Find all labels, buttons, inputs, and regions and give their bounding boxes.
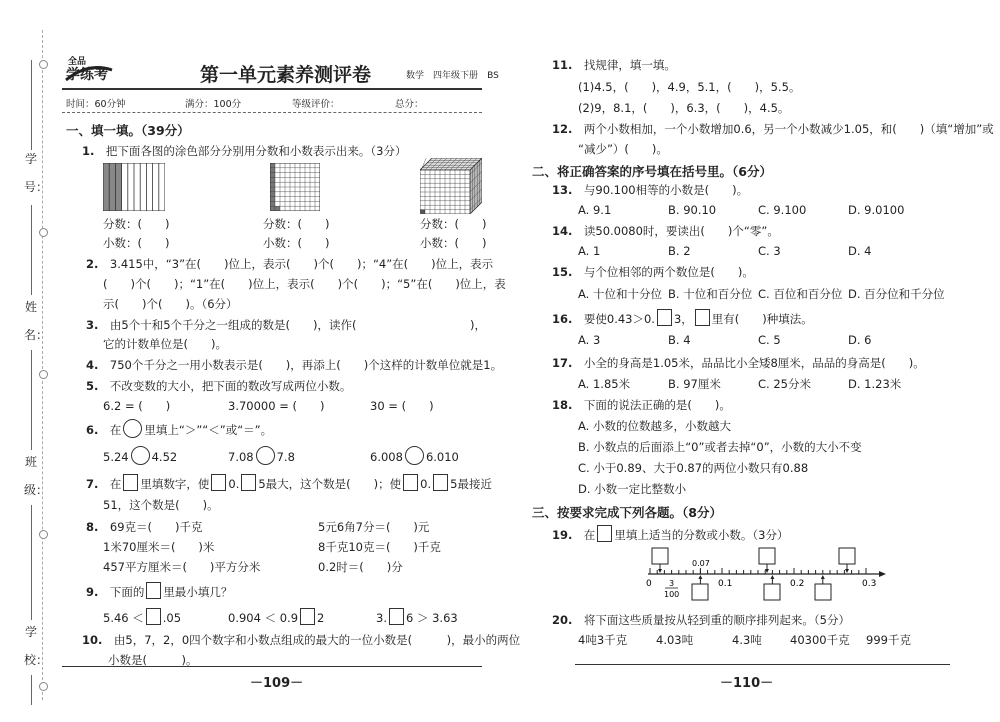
blank-box[interactable] [241,474,256,491]
q14-option-a[interactable]: A. 1 [578,244,601,258]
question-2-line-3: 示( )个( )。（6分） [103,297,238,311]
number-line [630,546,890,607]
answer-box[interactable] [146,608,161,625]
question-3: 3. 由5个十和5个千分之一组成的数是( )，读作( [86,318,357,332]
name-label: 姓 名： [24,300,49,342]
class-label: 班 级： [24,455,49,497]
svg-text:0.07: 0.07 [692,559,710,568]
q1-decimal-3[interactable]: 小数：( ) [420,236,487,250]
binding-hole [39,228,48,237]
blank-box[interactable] [403,474,418,491]
svg-text:0.3: 0.3 [862,579,877,589]
svg-text:3: 3 [669,579,675,588]
question-11: 11. 找规律，填一填。 [552,58,676,72]
q16-option-c[interactable]: C. 5 [758,333,781,347]
question-10-line-2: 小数是( )。 [108,653,198,667]
compare-circle[interactable] [405,446,424,465]
blank-box [123,474,138,491]
q15-option-c[interactable]: C. 百位和百分位 [758,287,843,301]
q18-option-b[interactable]: B. 小数点的后面添上“0”或者去掉“0”，小数的大小不变 [578,440,862,454]
question-16: 16. 要使0.43＞0. 3， 里有( )种填法。 [552,309,813,327]
page-number-right: －110－ [720,676,774,691]
question-3-paren: )， [470,318,486,332]
q15-option-b[interactable]: B. 十位和百分位 [668,287,753,301]
section-1-heading: 一、填一填。（39分） [66,123,190,138]
question-9: 9. 下面的 里最小填几？ [86,582,232,600]
q8-item-c[interactable]: 1米70厘米＝( )米 [103,540,215,554]
q20-item-2: 4.03吨 [656,633,694,647]
level-info: 等级评价： [292,99,340,110]
section-2-heading: 二、将正确答案的序号填在括号里。（6分） [532,164,772,179]
question-7-line-2: 51，这个数是( )。 [103,498,219,512]
blank-box[interactable] [211,474,226,491]
question-5: 5. 不改变数的大小，把下面的数改写成两位小数。 [86,379,352,393]
q20-item-5: 999千克 [866,633,911,647]
q16-option-b[interactable]: B. 4 [668,333,691,347]
svg-text:100: 100 [664,590,680,599]
q11-sequence-2[interactable]: (2)9，8.1，( )，6.3，( )，4.5。 [578,101,790,115]
q13-option-d[interactable]: D. 9.0100 [848,203,905,217]
q6-compare-3: 6.008 6.010 [370,446,459,465]
question-7: 7. 在 里填数字，使 0. 5最大，这个数是( )；使 0. 5最接近 [86,474,492,492]
answer-box[interactable] [389,608,404,625]
score-info: 满分：100分 [185,99,242,110]
figure-thousand-cube [420,158,482,217]
svg-text:0: 0 [646,579,652,589]
q20-item-1: 4吨3千克 [578,633,628,647]
q15-option-a[interactable]: A. 十位和十分位 [578,287,662,301]
question-17: 17. 小全的身高是1.05米，品品比小全矮8厘米，品品的身高是( )。 [552,356,925,370]
blank-box [695,309,710,326]
compare-circle[interactable] [256,446,275,465]
question-18: 18. 下面的说法正确的是( )。 [552,398,731,412]
cut-line [42,30,43,700]
q5-item-b[interactable]: 3.70000 = ( ) [228,399,325,413]
binding-strip [0,0,60,722]
q16-option-a[interactable]: A. 3 [578,333,601,347]
q1-fraction-1[interactable]: 分数：( ) [103,217,170,231]
compare-circle[interactable] [131,446,150,465]
q1-fraction-3[interactable]: 分数：( ) [420,217,487,231]
subject-tag: 数学 四年级下册 BS [406,71,499,81]
q17-option-a[interactable]: A. 1.85米 [578,377,631,391]
q9-item-a: 5.46 ＜ .05 [103,608,181,626]
question-2: 2. 3.415中，“3”在( )位上，表示( )个( )；“4”在( )位上，表示 [86,257,494,271]
q1-decimal-1[interactable]: 小数：( ) [103,236,170,250]
binding-hole [39,682,48,691]
q5-item-a[interactable]: 6.2 = ( ) [103,399,171,413]
blank-box [657,309,672,326]
figure-strips [103,163,165,214]
q17-option-d[interactable]: D. 1.23米 [848,377,902,391]
q17-option-b[interactable]: B. 97厘米 [668,377,721,391]
q18-option-d[interactable]: D. 小数一定比整数小 [578,482,687,496]
question-4: 4. 750个千分之一用小数表示是( )，再添上( )个这样的计数单位就是1。 [86,358,503,372]
question-13: 13. 与90.100相等的小数是( )。 [552,183,749,197]
svg-text:0.2: 0.2 [790,579,805,589]
q11-sequence-1[interactable]: (1)4.5，( )，4.9，5.1，( )，5.5。 [578,80,801,94]
q14-option-d[interactable]: D. 4 [848,244,872,258]
q14-option-c[interactable]: C. 3 [758,244,781,258]
svg-text:学练考: 学练考 [66,67,108,83]
student-id-label: 学 号： [24,152,49,194]
q18-option-c[interactable]: C. 小于0.89、大于0.87的两位小数只有0.88 [578,461,809,475]
question-14: 14. 读50.0080时，要读出( )个“零”。 [552,224,779,238]
q8-item-e[interactable]: 457平方厘米＝( )平方分米 [103,560,261,574]
q13-option-b[interactable]: B. 90.10 [668,203,717,217]
circle-blank [123,419,142,438]
question-10: 10. 由5，7，2，0四个数字和小数点组成的最大的一位小数是( )，最小的两位 [82,633,521,647]
figure-hundred-grid [270,163,320,214]
q18-option-a[interactable]: A. 小数的位数越多，小数越大 [578,419,731,433]
q16-option-d[interactable]: D. 6 [848,333,872,347]
q1-fraction-2[interactable]: 分数：( ) [263,217,330,231]
section-3-heading: 三、按要求完成下列各题。（8分） [532,505,722,520]
total-info: 总分： [395,99,424,110]
question-1: 1. 把下面各图的涂色部分分别用分数和小数表示出来。（3分） [82,144,407,158]
question-2-line-2: ( )个( )；“1”在( )位上，表示( )个( )；“5”在( )位上，表 [103,277,506,291]
q6-compare-1: 5.24 4.52 [103,446,177,465]
binding-hole [39,370,48,379]
q8-item-f[interactable]: 0.2时＝( )分 [318,560,403,574]
question-12-line-2: “减少”）( )。 [578,142,668,156]
binding-hole [39,60,48,69]
question-15: 15. 与个位相邻的两个数位是( )。 [552,265,754,279]
question-6: 6. 在 里填上“＞”“＜”或“＝”。 [86,419,272,438]
question-3-line-2: 它的计数单位是( )。 [103,337,227,351]
q9-item-c: 3. 6 ＞ 3.63 [376,608,458,626]
q20-item-3: 4.3吨 [732,633,762,647]
q8-item-d[interactable]: 8千克10克＝( )千克 [318,540,441,554]
question-20: 20. 将下面这些质量按从轻到重的顺序排列起来。（5分） [552,613,850,627]
q5-item-c[interactable]: 30 = ( ) [370,399,434,413]
q14-option-b[interactable]: B. 2 [668,244,691,258]
page-title: 第一单元素养测评卷 [200,64,372,86]
q6-compare-2: 7.08 7.8 [228,446,295,465]
q20-item-4: 40300千克 [790,633,850,647]
q15-option-d[interactable]: D. 百分位和千分位 [848,287,945,301]
answer-box[interactable] [300,608,315,625]
blank-box [146,582,161,599]
time-info: 时间：60分钟 [66,99,126,110]
q13-option-a[interactable]: A. 9.1 [578,203,612,217]
svg-text:全品: 全品 [68,57,87,67]
q13-option-c[interactable]: C. 9.100 [758,203,807,217]
question-19: 19. 在 里填上适当的分数或小数。（3分） [552,525,788,543]
question-8: 8. 69克＝( )千克 [86,520,203,534]
page-number-left: －109－ [250,676,304,691]
brand-logo [62,52,114,86]
q1-decimal-2[interactable]: 小数：( ) [263,236,330,250]
question-12: 12. 两个小数相加，一个小数增加0.6，另一个小数减少1.05，和( )（填“增加”或 [552,122,994,136]
binding-hole [39,530,48,539]
blank-box[interactable] [433,474,448,491]
school-label: 学 校： [24,625,49,667]
q17-option-c[interactable]: C. 25分米 [758,377,811,391]
blank-box [597,525,612,542]
q9-item-b: 0.904 ＜ 0.9 2 [228,608,324,626]
q8-item-b[interactable]: 5元6角7分＝( )元 [318,520,430,534]
svg-text:0.1: 0.1 [718,579,733,589]
